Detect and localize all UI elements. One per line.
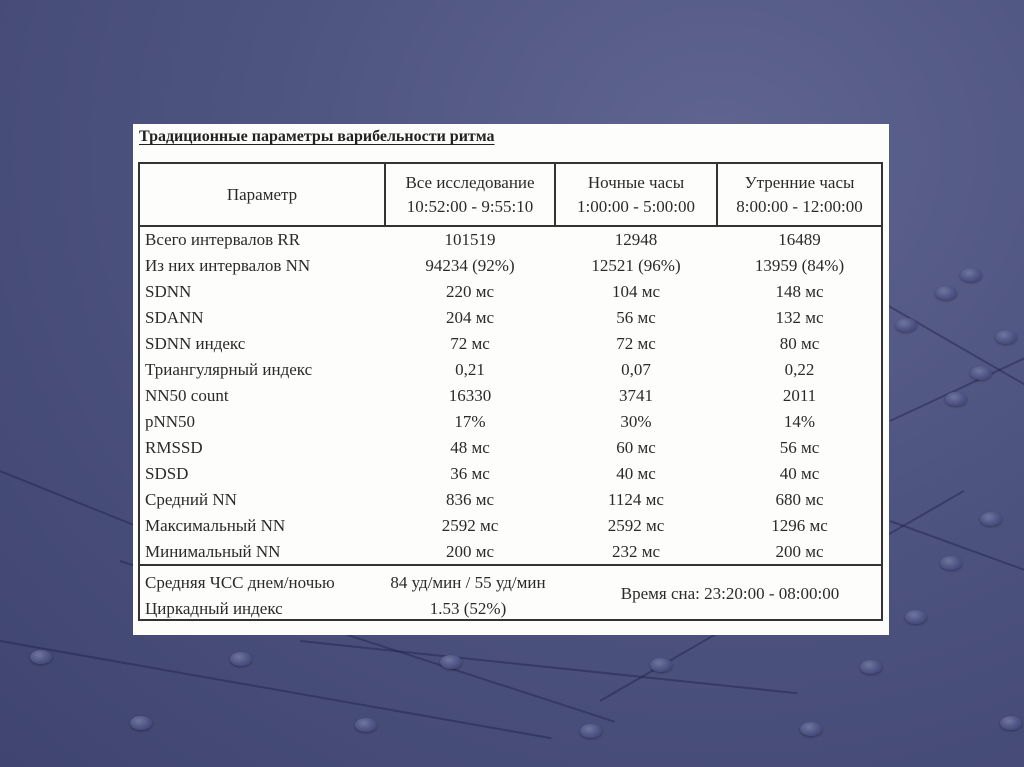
table-row bbox=[140, 435, 881, 461]
network-node-dot bbox=[30, 650, 52, 664]
network-node-dot bbox=[945, 392, 967, 406]
row-value-v2: 30% bbox=[620, 412, 652, 431]
row-value-v2: 232 мс bbox=[611, 542, 661, 561]
table-row bbox=[140, 487, 881, 513]
heart-rate-value: 84 уд/мин / 55 уд/мин bbox=[390, 573, 546, 592]
table-row bbox=[140, 513, 881, 539]
row-value-v3: 2011 bbox=[782, 386, 817, 405]
row-value-v1: 48 мс bbox=[450, 438, 490, 457]
header-morning-title: Утренние часы bbox=[744, 172, 855, 192]
document-sheet bbox=[133, 124, 889, 635]
header-night-time: 1:00:00 - 5:00:00 bbox=[576, 196, 696, 216]
row-parameter: NN50 count bbox=[145, 386, 229, 405]
header-morning-time: 8:00:00 - 12:00:00 bbox=[736, 196, 863, 216]
table-row bbox=[140, 331, 881, 357]
row-value-v1: 72 мс bbox=[450, 334, 490, 353]
network-node-dot bbox=[440, 655, 462, 669]
sleep-time: Время сна: 23:20:00 - 08:00:00 bbox=[620, 583, 840, 603]
table-header bbox=[140, 164, 881, 227]
row-parameter: Триангулярный индекс bbox=[145, 360, 313, 379]
row-value-v2: 56 мс bbox=[616, 308, 656, 327]
row-parameter: Всего интервалов RR bbox=[145, 230, 301, 249]
row-value-v2: 60 мс bbox=[616, 438, 656, 457]
circadian-index-label: Циркадный индекс bbox=[145, 599, 283, 618]
network-node-dot bbox=[970, 366, 992, 380]
row-value-v2: 0,07 bbox=[621, 360, 651, 379]
header-param bbox=[140, 164, 384, 225]
row-value-v1: 2592 мс bbox=[441, 516, 499, 535]
row-value-v1: 204 мс bbox=[445, 308, 495, 327]
network-node-dot bbox=[905, 610, 927, 624]
row-value-v1: 220 мс bbox=[445, 282, 495, 301]
network-node-dot bbox=[130, 716, 152, 730]
footer-values bbox=[378, 570, 558, 622]
row-parameter: SDNN индекс bbox=[145, 334, 246, 353]
row-value-v2: 3741 bbox=[619, 386, 653, 405]
row-parameter: Из них интервалов NN bbox=[145, 256, 311, 275]
row-parameter: Минимальный NN bbox=[145, 542, 281, 561]
network-node-dot bbox=[995, 330, 1017, 344]
row-value-v2: 12521 (96%) bbox=[591, 256, 681, 275]
heart-rate-label: Средняя ЧСС днем/ночью bbox=[145, 573, 335, 592]
row-value-v1: 36 мс bbox=[450, 464, 490, 483]
network-node-dot bbox=[980, 512, 1002, 526]
row-value-v3: 40 мс bbox=[779, 464, 820, 483]
row-value-v1: 17% bbox=[454, 412, 486, 431]
row-value-v3: 13959 (84%) bbox=[754, 256, 845, 275]
header-param-label: Параметр bbox=[226, 184, 298, 204]
row-value-v1: 200 мс bbox=[445, 542, 495, 561]
row-value-v1: 836 мс bbox=[445, 490, 495, 509]
header-morning bbox=[718, 164, 881, 225]
network-node-dot bbox=[935, 286, 957, 300]
table-row bbox=[140, 253, 881, 279]
row-value-v1: 16330 bbox=[448, 386, 492, 405]
header-night-title: Ночные часы bbox=[587, 172, 685, 192]
footer-labels bbox=[145, 570, 335, 622]
row-value-v3: 16489 bbox=[778, 230, 821, 249]
row-value-v3: 56 мс bbox=[779, 438, 820, 457]
row-parameter: SDSD bbox=[145, 464, 189, 483]
row-parameter: Средний NN bbox=[145, 490, 237, 509]
row-parameter: SDANN bbox=[145, 308, 204, 327]
header-full-study bbox=[386, 164, 554, 225]
circadian-index-value: 1.53 (52%) bbox=[429, 599, 507, 618]
row-value-v2: 12948 bbox=[614, 230, 658, 249]
row-value-v1: 94234 (92%) bbox=[425, 256, 515, 275]
row-value-v3: 200 мс bbox=[775, 542, 824, 561]
row-parameter: pNN50 bbox=[145, 412, 196, 431]
row-value-v3: 132 мс bbox=[775, 308, 824, 327]
table-row bbox=[140, 461, 881, 487]
network-node-dot bbox=[650, 658, 672, 672]
network-node-dot bbox=[355, 718, 377, 732]
row-value-v1: 0,21 bbox=[455, 360, 485, 379]
row-value-v2: 104 мс bbox=[611, 282, 661, 301]
row-value-v3: 0,22 bbox=[784, 360, 815, 379]
table-row bbox=[140, 539, 881, 565]
row-value-v2: 1124 мс bbox=[608, 490, 664, 509]
network-node-dot bbox=[895, 318, 917, 332]
row-value-v1: 101519 bbox=[444, 230, 496, 249]
network-node-dot bbox=[230, 652, 252, 666]
row-value-v3: 14% bbox=[783, 412, 816, 431]
hrv-table bbox=[138, 162, 883, 621]
row-parameter: SDNN bbox=[145, 282, 192, 301]
header-full-study-time: 10:52:00 - 9:55:10 bbox=[406, 196, 534, 216]
network-node-dot bbox=[800, 722, 822, 736]
row-value-v3: 80 мс bbox=[779, 334, 820, 353]
row-value-v3: 1296 мс bbox=[771, 516, 828, 535]
network-node-dot bbox=[940, 556, 962, 570]
network-node-dot bbox=[860, 660, 882, 674]
header-night bbox=[556, 164, 716, 225]
table-footer bbox=[140, 564, 881, 621]
table-body bbox=[140, 227, 881, 565]
table-row bbox=[140, 305, 881, 331]
table-row bbox=[140, 357, 881, 383]
network-node-dot bbox=[1000, 716, 1022, 730]
row-value-v3: 148 мс bbox=[775, 282, 824, 301]
row-parameter: Максимальный NN bbox=[145, 516, 286, 535]
header-full-study-title: Все исследование bbox=[405, 172, 535, 192]
table-row bbox=[140, 279, 881, 305]
row-value-v2: 40 мс bbox=[616, 464, 656, 483]
row-value-v2: 2592 мс bbox=[607, 516, 665, 535]
table-row bbox=[140, 409, 881, 435]
row-value-v3: 680 мс bbox=[775, 490, 824, 509]
table-row bbox=[140, 227, 881, 253]
network-node-dot bbox=[580, 724, 602, 738]
network-node-dot bbox=[960, 268, 982, 282]
row-parameter: RMSSD bbox=[145, 438, 203, 457]
document-title: Традиционные параметры варибельности ритма bbox=[139, 128, 495, 145]
row-value-v2: 72 мс bbox=[616, 334, 656, 353]
table-row bbox=[140, 383, 881, 409]
